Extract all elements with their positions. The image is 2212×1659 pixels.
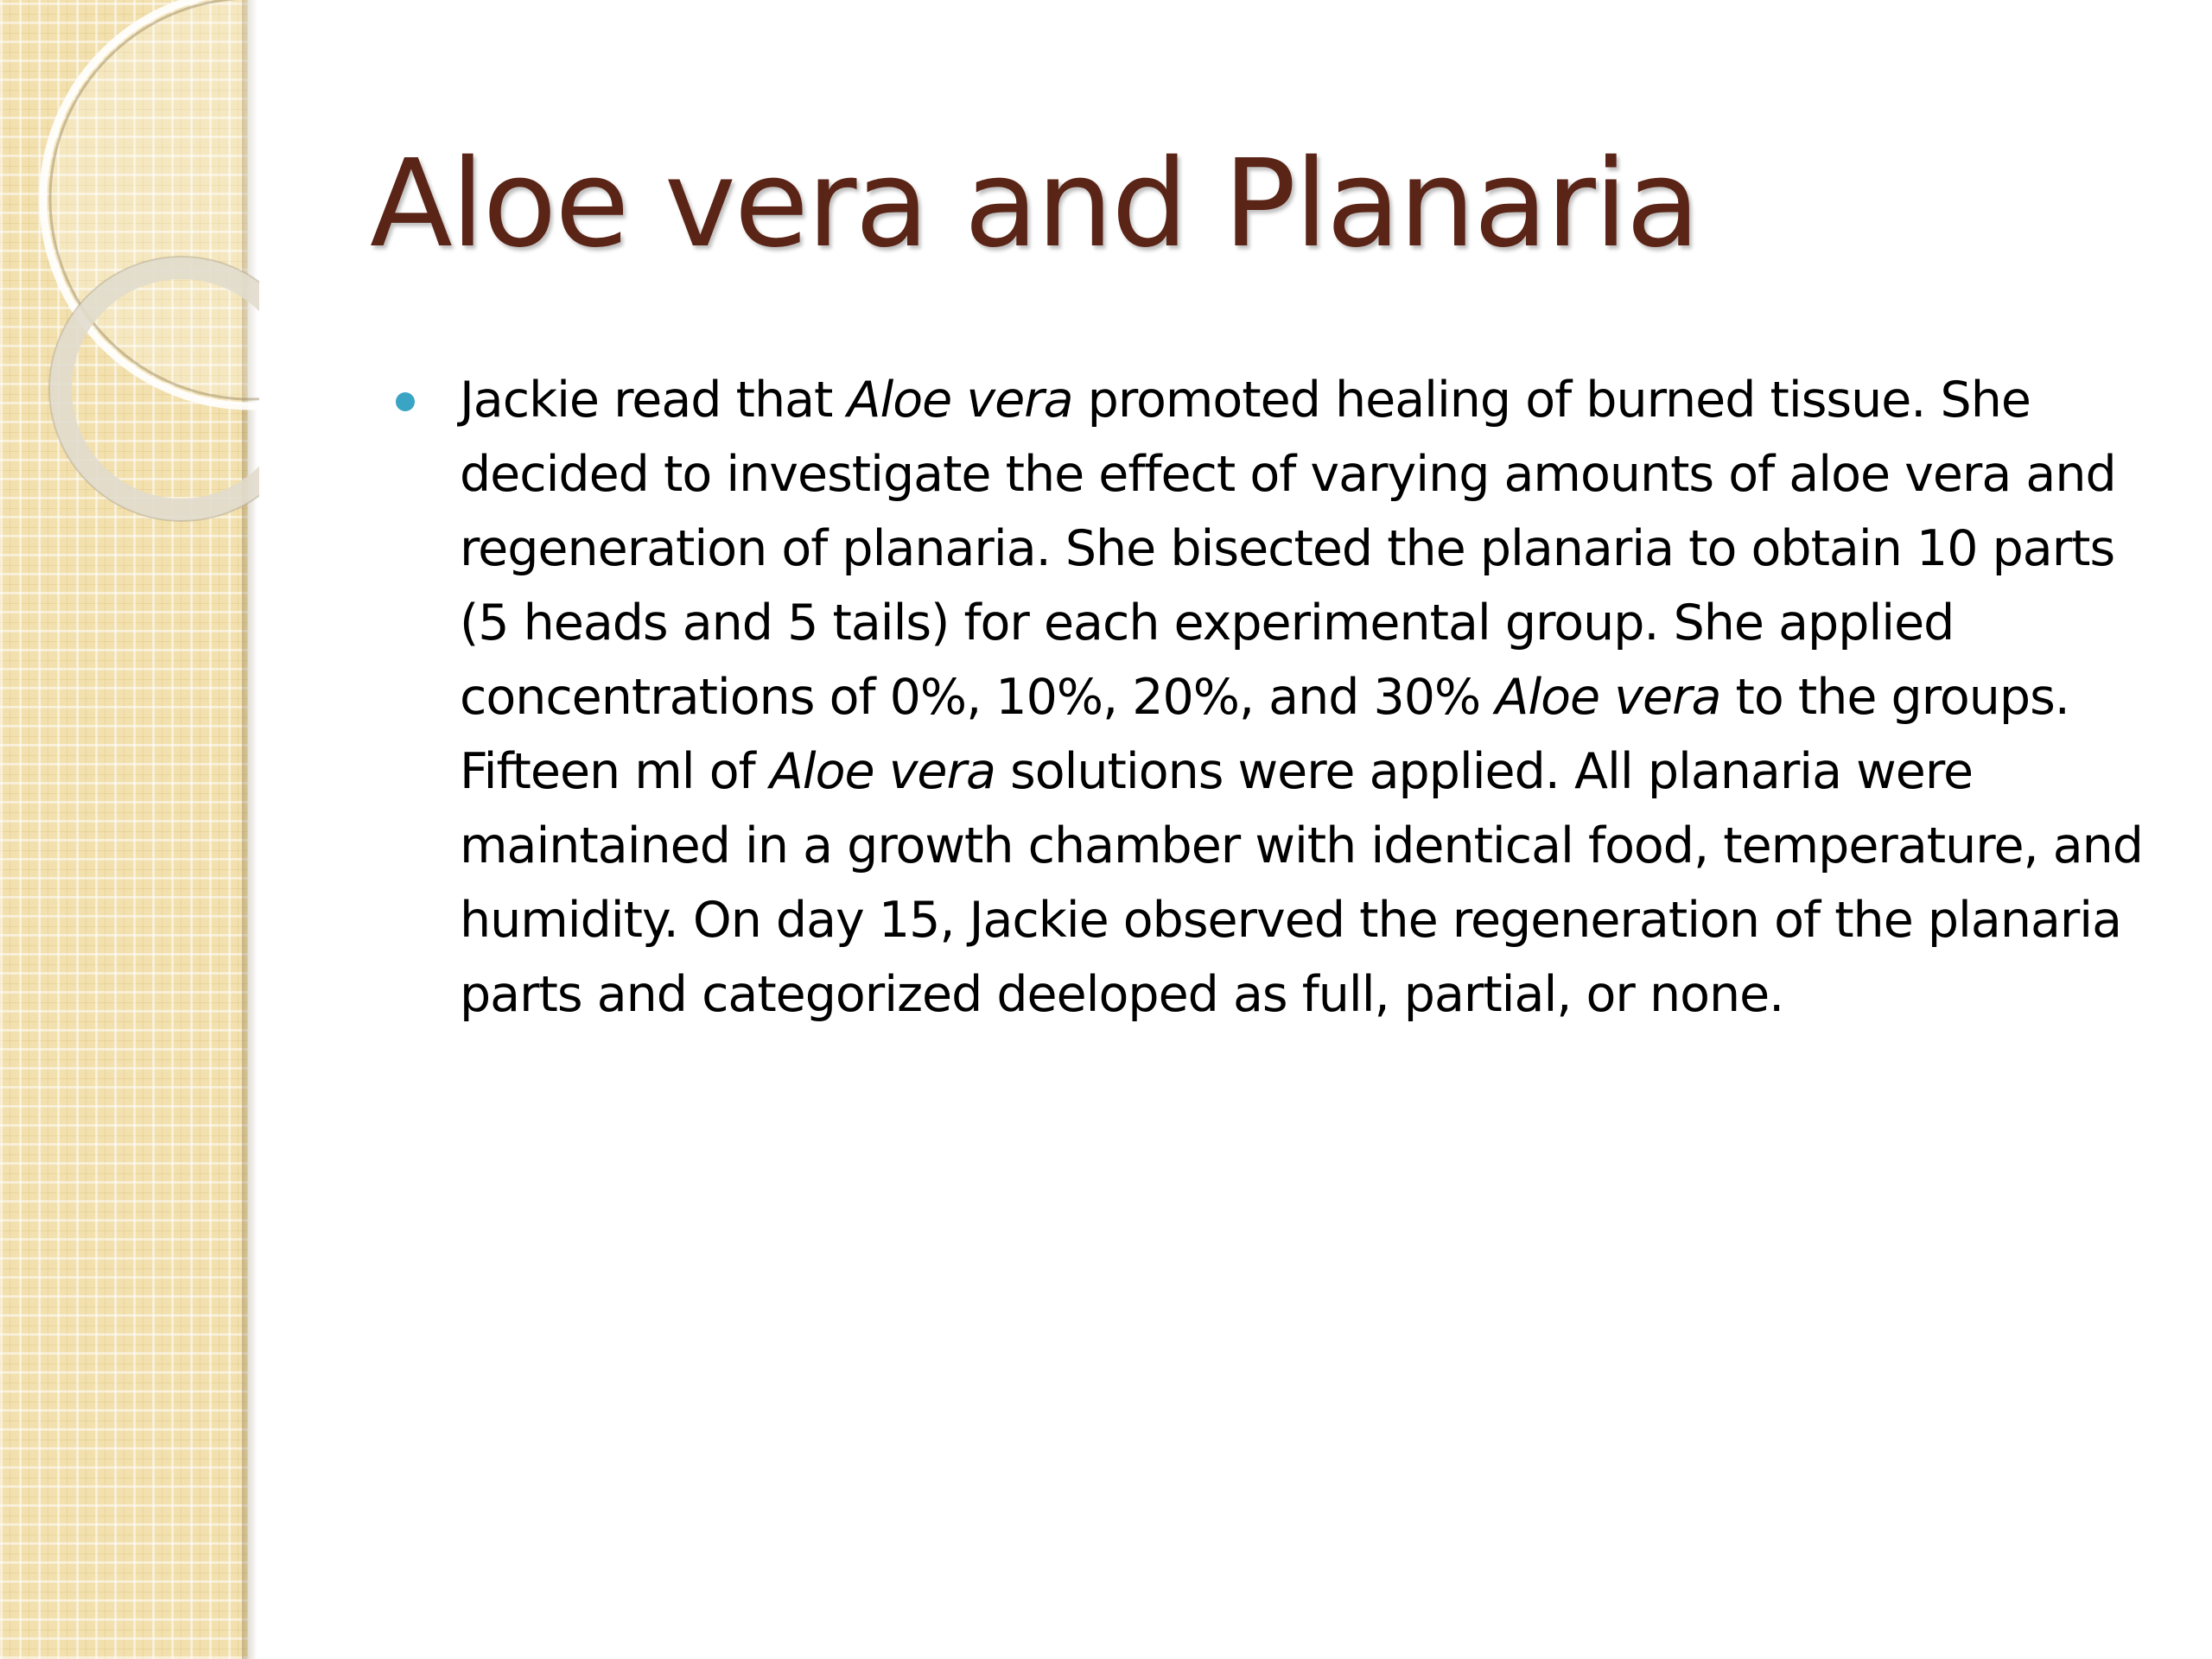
text-segment: to the groups. Fifteen ml of [460, 669, 2069, 800]
text-segment: Jackie read that [460, 372, 848, 429]
text-segment: solutions were applied. All planaria were maintained in a growth chamber with identical food, temperature, and humidity. On day 15, Jackie observed the regeneration of the planaria parts and categorized deeloped as full, partial, or none. [460, 743, 2143, 1023]
list-item [380, 363, 2177, 1032]
bullet-dot-icon [396, 392, 415, 411]
slide-title: Aloe vera and Planaria [370, 134, 1699, 275]
bullet-text [460, 372, 2143, 1023]
italic-species-name: Aloe vera [1495, 669, 1721, 726]
italic-species-name: Aloe vera [847, 372, 1073, 429]
bullet-list [380, 363, 2177, 1032]
text-segment: promoted healing of burned tissue. She decided to investigate the effect of varying amounts of aloe vera and regeneration of planaria. She bisected the planaria to obtain 10 parts (5 heads and 5 tails) for each experimental group. She applied concentrations of 0%, 10%, 20%, and 30% [460, 372, 2116, 726]
decorative-rings-icon [0, 0, 259, 553]
italic-species-name: Aloe vera [769, 743, 995, 800]
